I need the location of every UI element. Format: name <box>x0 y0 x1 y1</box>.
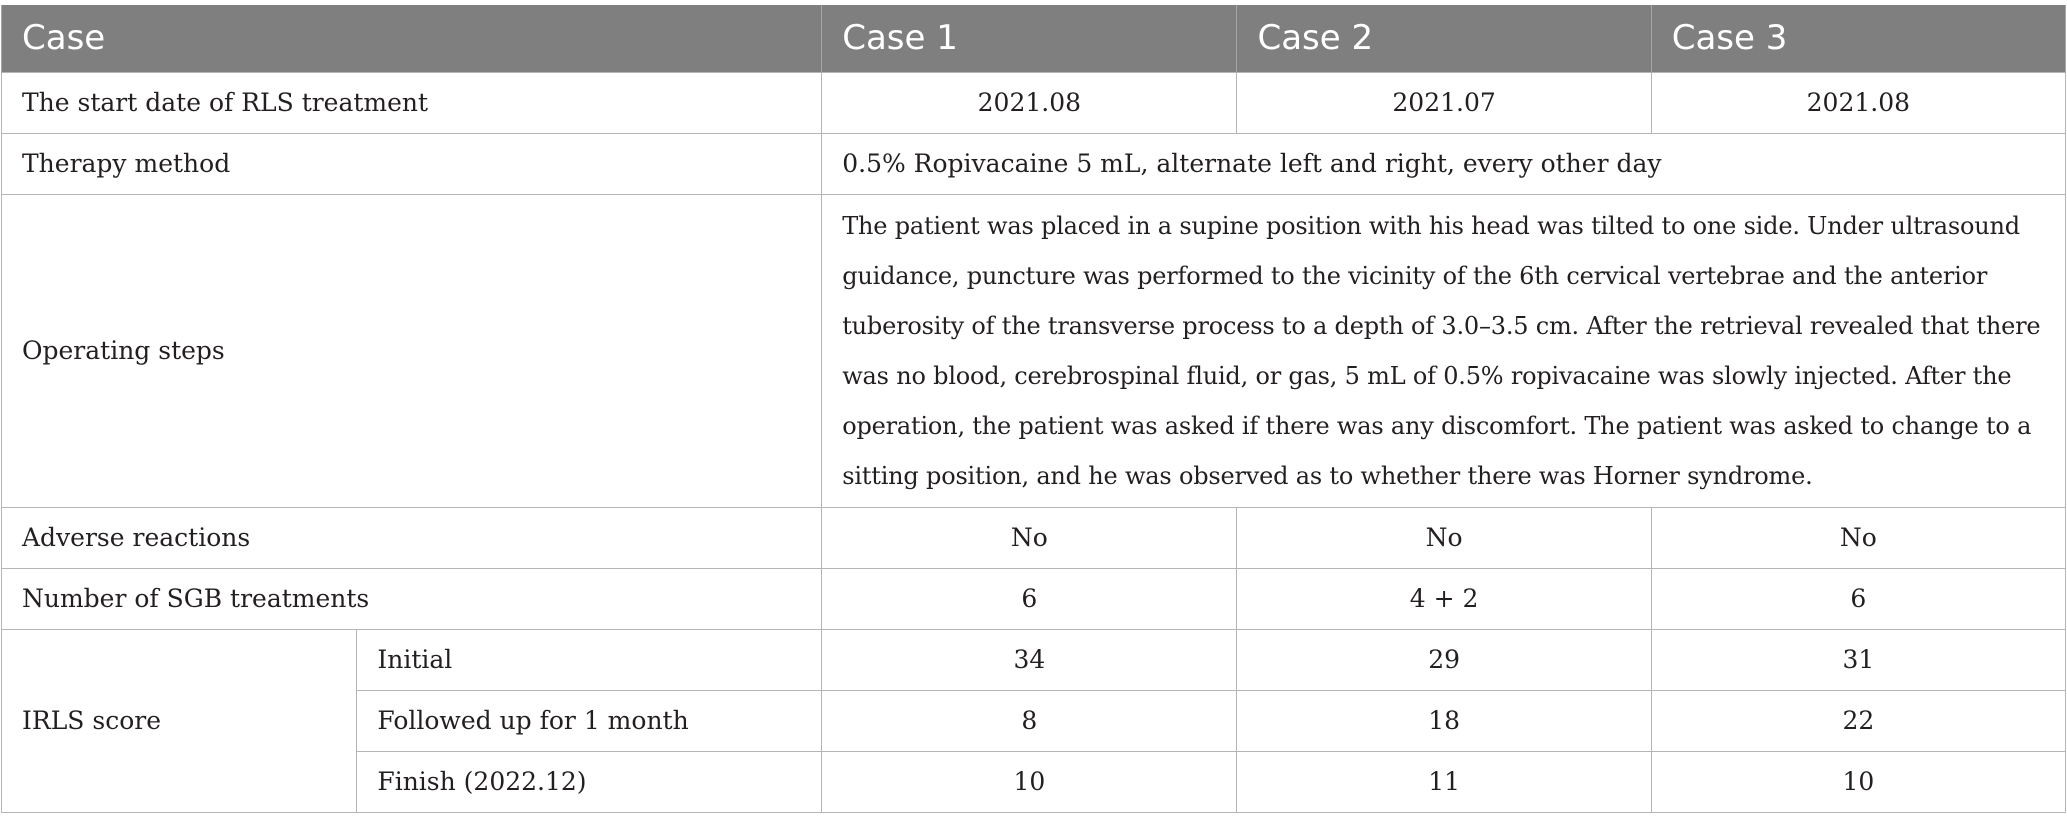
table-row <box>2 72 2066 133</box>
cell-start-date-case-1: 2021.08 <box>822 72 1237 133</box>
cell-sgb-case-1: 6 <box>822 568 1237 629</box>
cell-irls-finish-case-2: 11 <box>1237 751 1651 812</box>
row-label-adverse: Adverse reactions <box>2 507 822 568</box>
cell-irls-followup-case-1: 8 <box>822 690 1237 751</box>
cell-adverse-case-2: No <box>1237 507 1651 568</box>
cell-operating-steps: The patient was placed in a supine position with his head was tilted to one side. Under ultrasound guidance, puncture was performed to the vicinity of the 6th cervical vertebrae and the anterior tuberosity of the transverse process to a depth of 3.0–3.5 cm. After the retrieval revealed that there was no blood, cerebrospinal fluid, or gas, 5 mL of 0.5% ropivacaine was slowly injected. After the operation, the patient was asked if there was any discomfort. The patient was asked to change to a sitting position, and he was observed as to whether there was Horner syndrome. <box>822 194 2066 507</box>
cell-irls-followup-case-2: 18 <box>1237 690 1651 751</box>
cell-start-date-case-2: 2021.07 <box>1237 72 1651 133</box>
cell-irls-finish-case-3: 10 <box>1651 751 2065 812</box>
table-row <box>2 194 2066 507</box>
cell-adverse-case-1: No <box>822 507 1237 568</box>
row-label-operating: Operating steps <box>2 194 822 507</box>
cell-sgb-case-3: 6 <box>1651 568 2065 629</box>
header-row <box>2 5 2066 72</box>
header-case-1: Case 1 <box>822 5 1237 72</box>
cell-irls-finish-case-1: 10 <box>822 751 1237 812</box>
row-sublabel-finish: Finish (2022.12) <box>357 751 822 812</box>
cell-irls-initial-case-1: 34 <box>822 629 1237 690</box>
cell-start-date-case-3: 2021.08 <box>1651 72 2065 133</box>
table-row <box>2 133 2066 194</box>
table-row <box>2 629 2066 690</box>
cell-irls-initial-case-3: 31 <box>1651 629 2065 690</box>
row-label-therapy: Therapy method <box>2 133 822 194</box>
cell-irls-initial-case-2: 29 <box>1237 629 1651 690</box>
row-sublabel-followup: Followed up for 1 month <box>357 690 822 751</box>
table-row <box>2 568 2066 629</box>
table-row <box>2 507 2066 568</box>
header-case: Case <box>2 5 822 72</box>
row-sublabel-initial: Initial <box>357 629 822 690</box>
cell-sgb-case-2: 4 + 2 <box>1237 568 1651 629</box>
case-table <box>1 5 2066 813</box>
cell-irls-followup-case-3: 22 <box>1651 690 2065 751</box>
row-label-start-date: The start date of RLS treatment <box>2 72 822 133</box>
cell-adverse-case-3: No <box>1651 507 2065 568</box>
header-case-3: Case 3 <box>1651 5 2065 72</box>
header-case-2: Case 2 <box>1237 5 1651 72</box>
cell-therapy-method: 0.5% Ropivacaine 5 mL, alternate left and right, every other day <box>822 133 2066 194</box>
row-label-irls: IRLS score <box>2 629 357 812</box>
row-label-sgb: Number of SGB treatments <box>2 568 822 629</box>
